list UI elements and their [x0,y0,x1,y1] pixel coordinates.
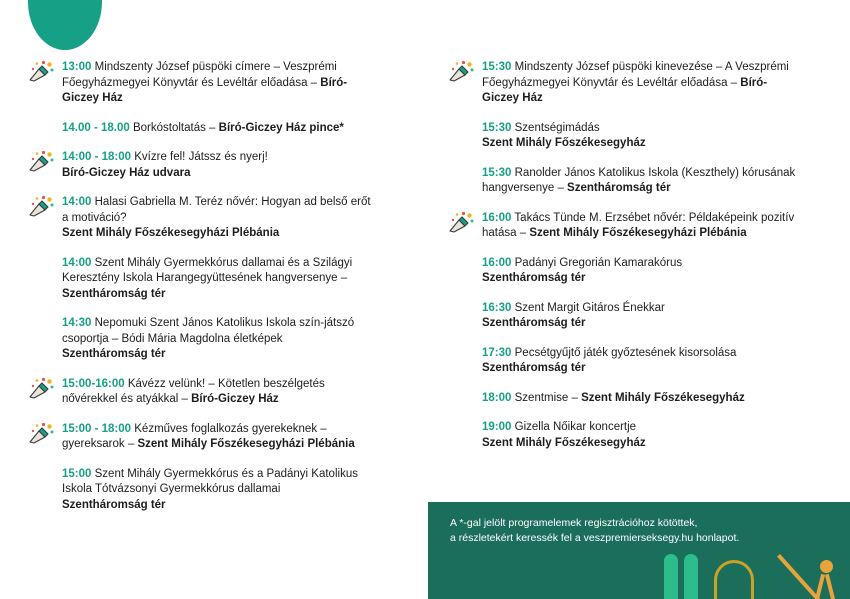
program-description: Szent Margit Gitáros Énekkar [514,301,665,314]
program-entry [440,60,800,107]
program-description: Kávézz velünk! – Kötetlen beszélgetés nővérekkel és atyákkal – [62,377,325,405]
tower-right-icon [684,554,698,599]
program-entry [20,150,380,181]
program-description: Szent Mihály Gyermekkórus és a Padányi Katolikus Iskola Tótvázsonyi Gyermekkórus dallamai [62,467,358,495]
figure-leg-right-icon [825,574,835,599]
program-time: 16:00 [482,256,512,269]
program-description: Szentségimádás [514,121,600,134]
program-description: Ranolder János Katolikus Iskola (Keszthely) kórusának hangversenye – [482,166,796,194]
program-venue: Szent Mihály Főszékesegyházi Plébánia [529,227,747,239]
program-description: Mindszenty József püspöki címere – Veszprémi Főegyházmegyei Könyvtár és Levéltár előadása – [62,61,337,89]
program-time: 15:00 [62,467,92,480]
note-line-1: A *-gal jelölt programelemek regisztrációhoz kötöttek, [450,517,698,529]
party-popper-icon [448,60,474,82]
program-entry [20,60,380,107]
program-description: Pecsétgyűjtő játék győztesének kisorsolása [514,346,737,359]
program-description: Nepomuki Szent János Katolikus Iskola szín-játszó csoportja – Bódi Mária Magdolna életképek [62,317,355,345]
program-description: Halasi Gabriella M. Teréz nővér: Hogyan ad belső erőt a motiváció? [62,196,371,224]
program-venue: Szentháromság tér [62,348,166,360]
program-column-left [20,60,380,527]
program-description: Mindszenty József püspöki kinevezése – A Veszprémi Főegyházmegyei Könyvtár és Levéltár előadása – [482,61,789,89]
program-venue: Bíró-Giczey Ház pince* [218,121,344,134]
program-description: Gizella Nőikar koncertje [514,421,637,433]
program-entry [20,195,380,242]
program-venue: Szentháromság tér [482,362,586,374]
program-venue: Szent Mihály Főszékesegyházi Plébánia [62,227,280,239]
program-time: 15:00-16:00 [62,377,125,390]
party-popper-icon [28,195,54,217]
program-venue: Szent Mihály Főszékesegyház [482,436,646,449]
party-popper-icon [28,150,54,172]
program-entry [440,301,800,332]
registration-note-text [450,516,780,546]
program-venue: Szent Mihály Főszékesegyház [581,391,745,404]
program-entry [20,422,380,453]
program-entry [440,211,800,242]
program-entry [20,121,380,137]
program-description: Szent Mihály Gyermekkórus dallamai és a Szilágyi Keresztény Iskola Harangegyüttesének hangversenye – [62,256,353,284]
figure-head-icon [820,560,833,573]
program-time: 14:00 [62,256,92,269]
program-entry [20,377,380,408]
program-entry [440,166,800,197]
program-entry [20,467,380,514]
program-entry [20,256,380,303]
program-time: 15:30 [482,121,512,134]
program-time: 17:30 [482,346,512,359]
program-description: Kvízre fel! Játssz és nyerj! [134,151,268,163]
program-time: 13:00 [62,61,92,73]
program-time: 14:30 [62,317,92,329]
program-time: 14:00 - 18:00 [62,151,132,163]
program-time: 14:00 [62,196,92,208]
party-popper-icon [28,60,54,82]
program-time: 15:00 - 18:00 [62,422,132,435]
diagonal-bar-decoration [777,554,820,599]
shield-decoration [28,0,102,50]
program-description: Takács Tünde M. Erzsébet nővér: Példaképeink pozitív hatása – [482,211,795,239]
party-popper-icon [448,211,474,233]
party-popper-icon [28,422,54,444]
program-entry [20,316,380,363]
program-description: Szentmise – [514,391,582,404]
program-time: 16:00 [482,211,512,224]
program-time: 16:30 [482,301,512,314]
program-venue: Szentháromság tér [567,182,671,194]
program-entry [440,391,800,407]
program-time: 15:30 [482,166,512,179]
program-venue: Szentháromság tér [482,317,586,329]
program-venue: Szentháromság tér [62,287,166,300]
dome-icon [714,560,754,599]
tower-left-icon [664,554,678,599]
program-description: Borkóstoltatás – [132,121,219,134]
program-time: 19:00 [482,421,512,433]
program-venue: Bíró-Giczey Ház [191,393,279,405]
program-venue: Bíró-Giczey Ház udvara [62,166,191,179]
note-line-2: a részletekért keressék fel a veszpremierseksegy.hu honlapot. [450,532,740,544]
program-column-right [440,60,800,465]
program-venue: Szent Mihály Főszékesegyház [482,137,646,149]
program-venue: Bíró-Giczey Ház [62,76,348,104]
program-entry [440,420,800,451]
program-description: Padányi Gregorián Kamarakórus [514,256,683,269]
program-entry [440,256,800,287]
registration-note-box [428,502,850,599]
program-entry [440,346,800,377]
program-entry [440,121,800,152]
party-popper-icon [28,377,54,399]
program-venue: Bíró-Giczey Ház [482,76,768,104]
program-time: 14.00 - 18.00 [62,121,130,134]
program-time: 15:30 [482,61,512,73]
program-venue: Szent Mihály Főszékesegyházi Plébánia [137,438,355,450]
program-description: Kézműves foglalkozás gyerekeknek – gyereksarok – [62,422,327,450]
program-time: 18:00 [482,391,512,404]
figure-leg-left-icon [815,574,825,599]
program-venue: Szentháromság tér [62,498,166,511]
program-venue: Szentháromság tér [482,272,586,284]
